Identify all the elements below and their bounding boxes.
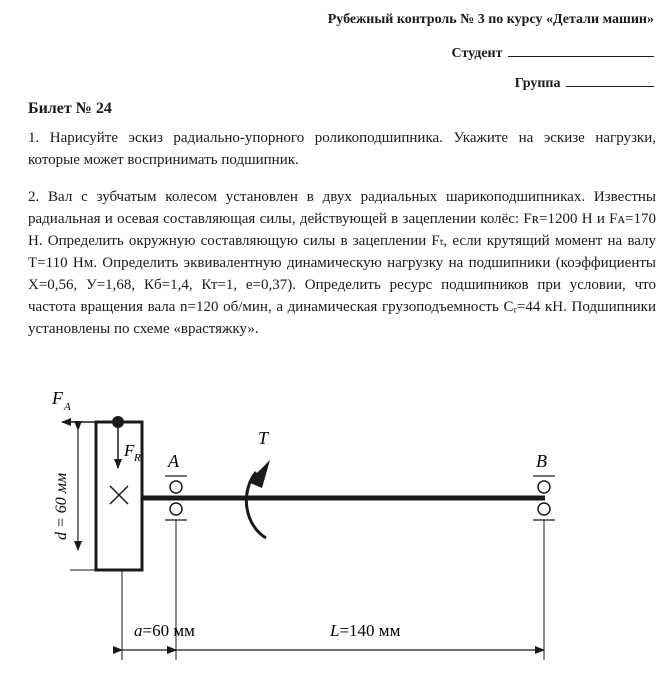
- dimension-a: [122, 621, 195, 650]
- student-field: [452, 42, 654, 62]
- student-label: Студент: [451, 46, 503, 61]
- fa-label: F: [52, 388, 63, 408]
- axial-force-arrow: [51, 388, 124, 428]
- bearing-a: [165, 451, 187, 520]
- bearing-a-label: A: [168, 451, 179, 471]
- torque-label: T: [258, 428, 269, 448]
- bearing-b: [533, 451, 555, 520]
- radial-force-arrow: [118, 428, 141, 468]
- torque-arrow: [246, 428, 270, 538]
- fr-subscript: R: [134, 452, 141, 464]
- header-title: Рубежный контроль № 3 по курсу «Детали машин»: [327, 12, 654, 27]
- student-blank-line: [508, 42, 654, 57]
- dimension-l-label: L=140 мм: [330, 621, 401, 640]
- diameter-dimension: [53, 422, 96, 570]
- dimension-l: [176, 621, 544, 650]
- question-2: 2. Вал с зубчатым колесом установлен в двух радиальных шарикоподшипниках. Известны радиальная и осевая составляющая силы, действующей в зацеплении колёс: Fʀ=1200 Н и Fᴀ=170 Н. Определить окружную составляющую силы в зацеплении Fₜ, если крутящий момент на валу Т=110 Нм. Определить эквивалентную динамическую нагрузку на подшипники (коэффициенты Х=0,56, У=1,68, Кб=1,4, Кт=1, е=0,37). Определить ресурс подшипников при условии, что частота вращения вала n=120 об/мин, а динамическая грузоподъемность Cᵣ=44 кН. Подшипники установлены по схеме «врастяжку».: [28, 189, 656, 337]
- cross-mark: [110, 486, 128, 504]
- group-label: Группа: [514, 76, 561, 91]
- fr-label: F: [124, 441, 135, 460]
- force-point: [112, 416, 124, 428]
- group-blank-line: [566, 72, 654, 87]
- diameter-label: d = 60 мм: [53, 472, 70, 540]
- ticket-number: Билет № 24: [28, 100, 112, 117]
- dimension-a-label: a=60 мм: [134, 621, 195, 640]
- shaft-diagram: [0, 380, 666, 684]
- fa-subscript: A: [64, 401, 71, 413]
- group-field: [515, 72, 654, 92]
- bearing-b-label: B: [536, 451, 547, 471]
- question-1: 1. Нарисуйте эскиз радиально-упорного роликоподшипника. Укажите на эскизе нагрузки, которые может воспринимать подшипник.: [28, 130, 656, 168]
